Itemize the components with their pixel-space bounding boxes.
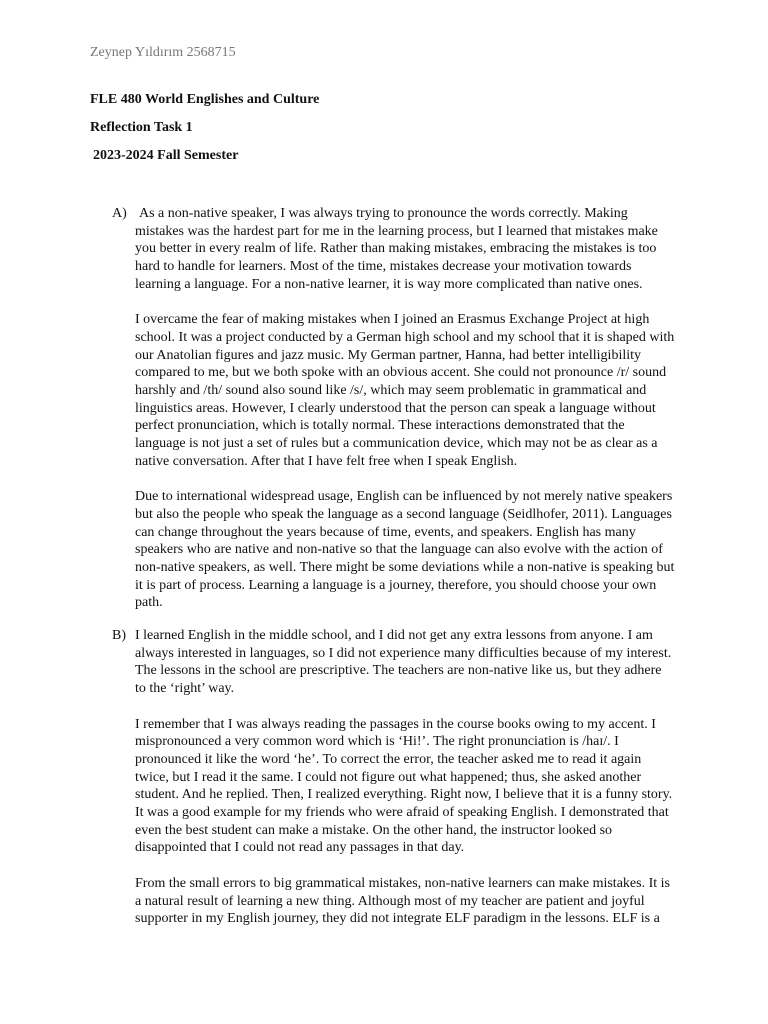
course-title: FLE 480 World Englishes and Culture: [90, 92, 320, 107]
semester-line: 2023-2024 Fall Semester: [93, 148, 239, 163]
paragraph: I overcame the fear of making mistakes when I joined an Erasmus Exchange Project at high school. It was a project conducted by a German high school and my school that it is shaped with our Anatolian figures and jazz music. My German partner, Hanna, had better intelligibility compared to me, but we both spoke with an obvious accent. She could not pronounce /r/ sound harshly and /th/ sound also sound like /s/, which may seem problematic in grammatical and linguistics areas. However, I clearly understood that the person can speak a language without perfect pronunciation, which is totally normal. These interactions demonstrated that the language is not just a set of rules but a communication device, which may not be as clear as a native conversation. After that I have felt free when I speak English.: [135, 312, 675, 469]
section-a: [0, 205, 768, 630]
task-title: Reflection Task 1: [90, 120, 193, 135]
author-line: Zeynep Yıldırım 2568715: [90, 45, 236, 60]
paragraph: From the small errors to big grammatical mistakes, non-native learners can make mistakes. It is a natural result of learning a new thing. Although most of my teacher are patient and joyful supporter in my English journey, they did not integrate ELF paradigm in the lessons. ELF is a: [135, 875, 670, 927]
section-marker: B): [112, 628, 126, 643]
paragraph: As a non-native speaker, I was always trying to pronounce the words correctly. Making mistakes was the hardest part for me in the learning process, but I learned that mistakes make you better in every realm of life. Rather than making mistakes, embracing the mistakes is too hard to handle for learners. Most of the time, mistakes decrease your motivation towards learning a language. For a non-native learner, it is way more complicated than native ones.: [135, 206, 658, 292]
paragraph: Due to international widespread usage, English can be influenced by not merely native speakers but also the people who speak the language as a second language (Seidlhofer, 2011). Languages can change throughout the years because of time, events, and speakers. English has many speakers who are native and non-native so that the language can also evolve with the action of non-native speakers, as well. There might be some deviations while a non-native is speaking but it is part of process. Learning a language is a journey, therefore, you should choose your own path.: [135, 489, 675, 611]
paragraph: I remember that I was always reading the passages in the course books owing to my accent. I mispronounced a very common word which is ‘Hi!’. The right pronunciation is /haɪ/. I pronounced it like the word ‘he’. To correct the error, the teacher asked me to read it again twice, but I read it the same. I could not figure out what happened; thus, she asked another student. And he replied. Then, I realized everything. Right now, I believe that it is a funny story. It was a good example for my friends who were afraid of speaking English. I demonstrated that even the best student can make a mistake. On the other hand, the instructor looked so disappointed that I could not read any passages in that day.: [135, 716, 673, 856]
section-b: [0, 627, 768, 946]
section-marker: A): [112, 206, 127, 221]
paragraph: I learned English in the middle school, and I did not get any extra lessons from anyone. I am always interested in languages, so I did not experience many difficulties because of my interest. The lessons in the school are prescriptive. The teachers are non-native like us, but they adhere to the ‘right’ way.: [135, 628, 672, 697]
